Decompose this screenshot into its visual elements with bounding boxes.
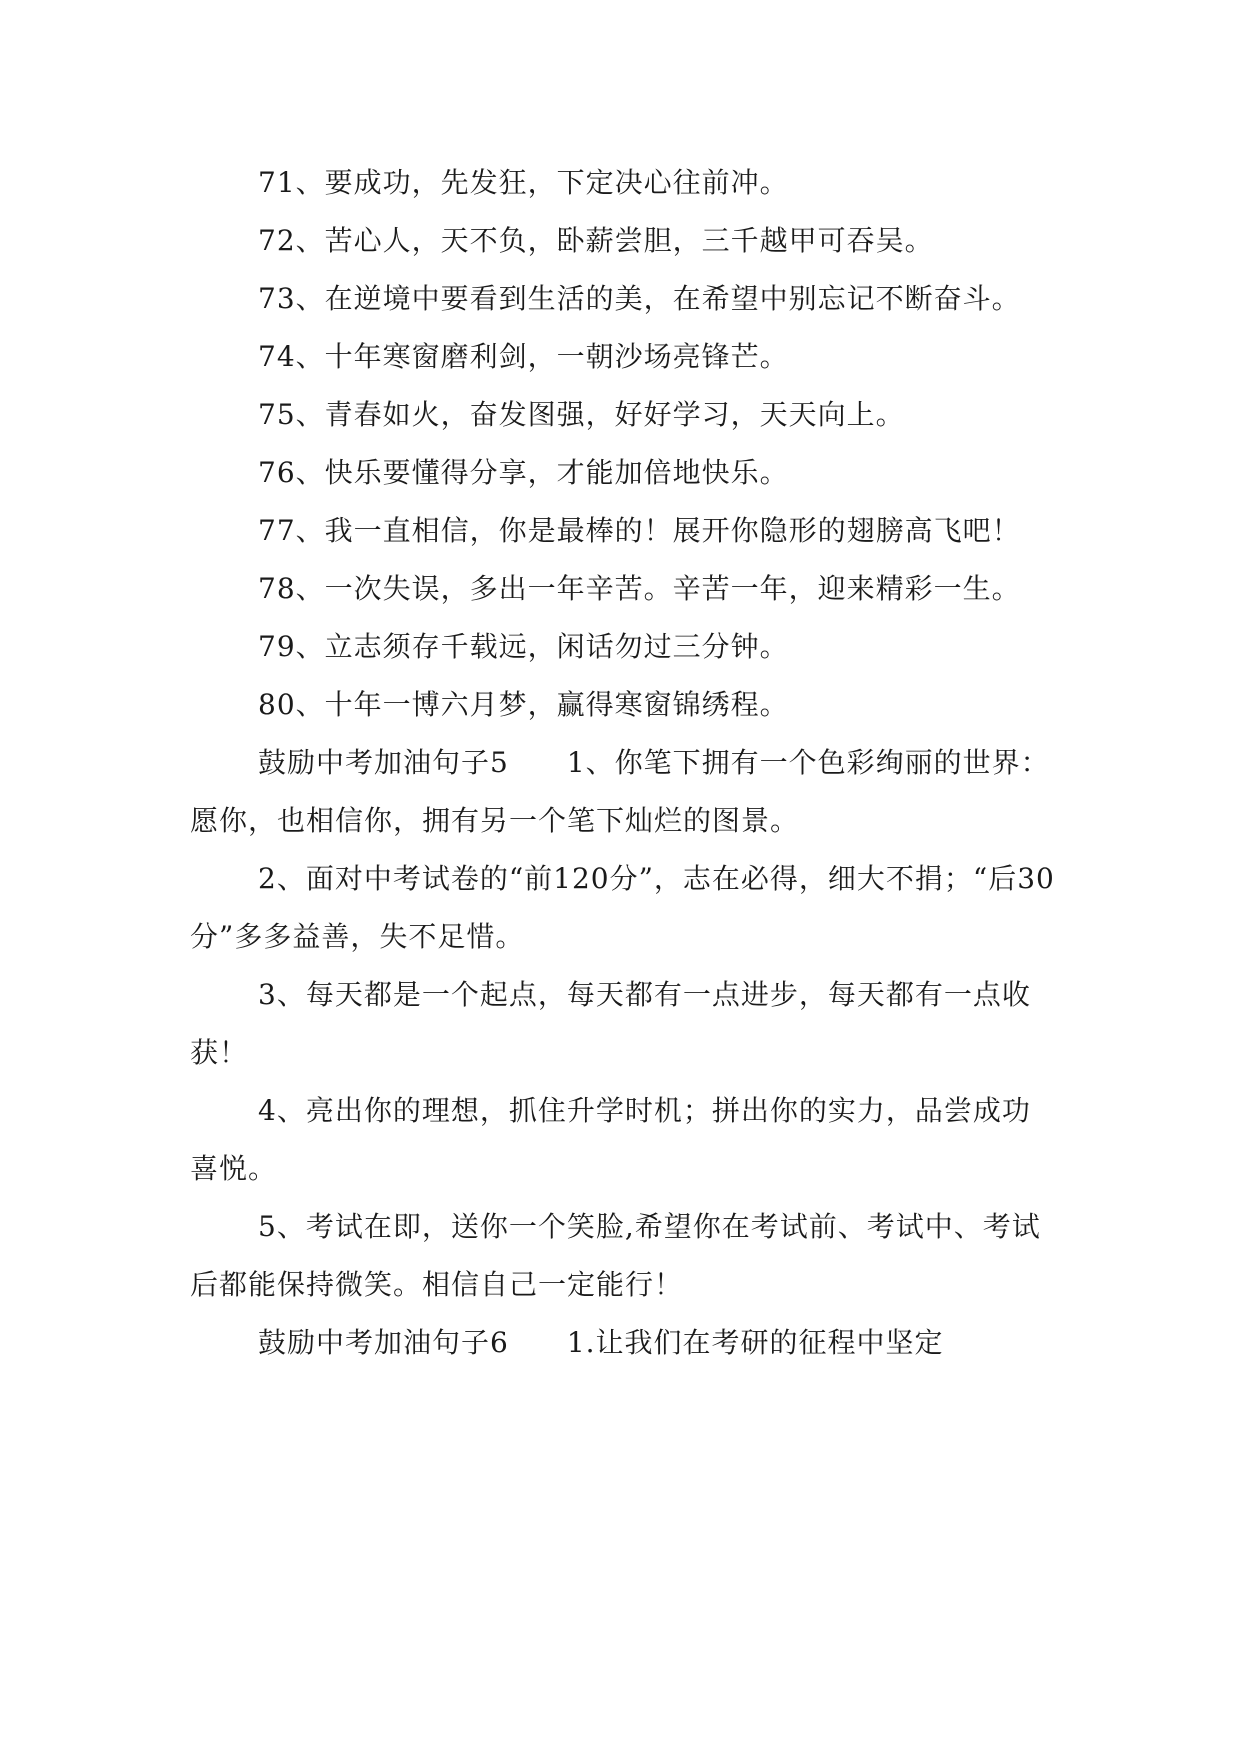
paragraph-75: 75、青春如火，奋发图强，好好学习，天天向上。 bbox=[258, 398, 905, 431]
paragraph-78: 78、一次失误，多出一年辛苦。辛苦一年，迎来精彩一生。 bbox=[258, 572, 1021, 605]
paragraph-74: 74、十年寒窗磨利剑，一朝沙场亮锋芒。 bbox=[258, 340, 789, 373]
document-page bbox=[190, 154, 1056, 1372]
paragraph-71: 71、要成功，先发狂，下定决心往前冲。 bbox=[258, 166, 789, 199]
paragraph-72: 72、苦心人，天不负，卧薪尝胆，三千越甲可吞吴。 bbox=[258, 224, 934, 257]
section-5-paragraph-5: 5、考试在即，送你一个笑脸,希望你在考试前、考试中、考试后都能保持微笑。相信自己一定能行！ bbox=[190, 1210, 1041, 1301]
paragraph-76: 76、快乐要懂得分享，才能加倍地快乐。 bbox=[258, 456, 789, 489]
section-5-paragraph-2: 2、面对中考试卷的“前120分”，志在必得，细大不捐；“后30分”多多益善，失不足惜。 bbox=[190, 862, 1055, 953]
paragraph-77: 77、我一直相信，你是最棒的！展开你隐形的翅膀高飞吧！ bbox=[258, 514, 1021, 547]
paragraph-80: 80、十年一博六月梦，赢得寒窗锦绣程。 bbox=[258, 688, 789, 721]
section-5-paragraph-3: 3、每天都是一个起点，每天都有一点进步，每天都有一点收获！ bbox=[190, 978, 1031, 1069]
section-5-paragraph-4: 4、亮出你的理想，抓住升学时机；拼出你的实力，品尝成功喜悦。 bbox=[190, 1094, 1031, 1185]
paragraph-79: 79、立志须存千载远，闲话勿过三分钟。 bbox=[258, 630, 789, 663]
section-6-paragraph-1: 鼓励中考加油句子6 1.让我们在考研的征程中坚定 bbox=[258, 1326, 944, 1359]
section-5-paragraph-1: 鼓励中考加油句子5 1、你笔下拥有一个色彩绚丽的世界：愿你，也相信你，拥有另一个笔下灿烂的图景。 bbox=[190, 746, 1050, 837]
paragraph-73: 73、在逆境中要看到生活的美，在希望中别忘记不断奋斗。 bbox=[258, 282, 1021, 315]
